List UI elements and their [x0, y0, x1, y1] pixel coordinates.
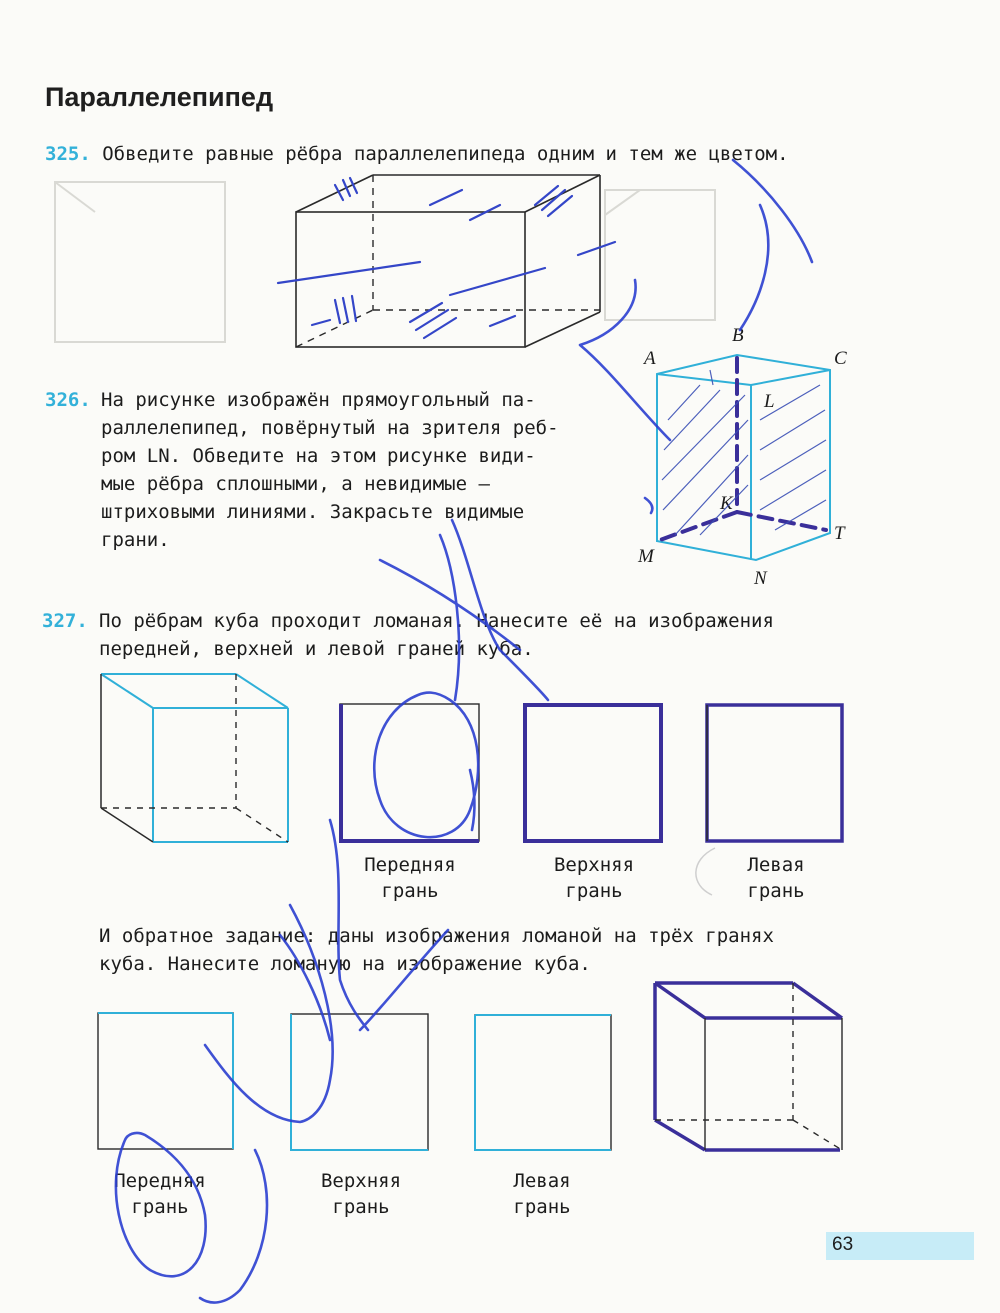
face-squares-row1	[340, 704, 842, 841]
point-label-n: N	[754, 568, 767, 589]
task-326-line: грани.	[101, 529, 170, 551]
task-327-number: 327.	[42, 610, 88, 632]
point-label-c: C	[834, 348, 847, 369]
parallelepiped-325-pen-marks	[278, 178, 615, 338]
caption-left-face: Левая грань	[747, 854, 805, 902]
point-label-l: L	[764, 391, 775, 412]
page-number: 63	[832, 1234, 854, 1255]
task-326-line: На рисунке изображён прямоугольный па-	[101, 389, 536, 411]
prism-326	[657, 355, 830, 560]
face-squares-row2	[98, 1013, 611, 1150]
caption-left-face-2: Левая грань	[513, 1170, 571, 1218]
caption-top-face-2: Верхняя грань	[320, 1170, 402, 1218]
caption-top-face: Верхняя грань	[553, 854, 635, 902]
caption-front-face-2: Передняя грань	[114, 1170, 206, 1218]
task-326-line: раллелепипед, повёрнутый на зрителя реб-	[101, 417, 559, 439]
task-327-line: По рёбрам куба проходит ломаная. Нанесите её на изображения	[99, 610, 774, 632]
point-label-k: K	[720, 493, 733, 514]
task-326-line: мые рёбра сплошными, а невидимые —	[101, 473, 490, 495]
task-327-line: передней, верхней и левой граней куба.	[99, 638, 534, 660]
caption-front-face: Передняя грань	[364, 854, 456, 902]
point-label-m: M	[638, 546, 654, 567]
task-325-number: 325.	[45, 143, 91, 165]
task-325-text: Обведите равные рёбра параллелепипеда одним и тем же цветом.	[102, 143, 789, 165]
cube-327	[101, 674, 288, 842]
reverse-task-line: И обратное задание: даны изображения ломаной на трёх гранях	[99, 925, 774, 947]
point-label-t: T	[834, 523, 845, 544]
section-title: Параллелепипед	[45, 82, 274, 112]
task-326-line: штриховыми линиями. Закрасьте видимые	[101, 501, 525, 523]
cube-row2	[655, 983, 842, 1150]
bleed-through-shapes	[55, 182, 715, 342]
task-326-line: ром LN. Обведите на этом рисунке види-	[101, 445, 536, 467]
parallelepiped-325	[296, 175, 600, 347]
task-326-number: 326.	[45, 389, 91, 411]
faint-arc	[696, 848, 715, 895]
reverse-task-line: куба. Нанесите ломаную на изображение куба.	[99, 953, 591, 975]
point-label-a: A	[644, 348, 656, 369]
point-label-b: B	[732, 325, 744, 346]
